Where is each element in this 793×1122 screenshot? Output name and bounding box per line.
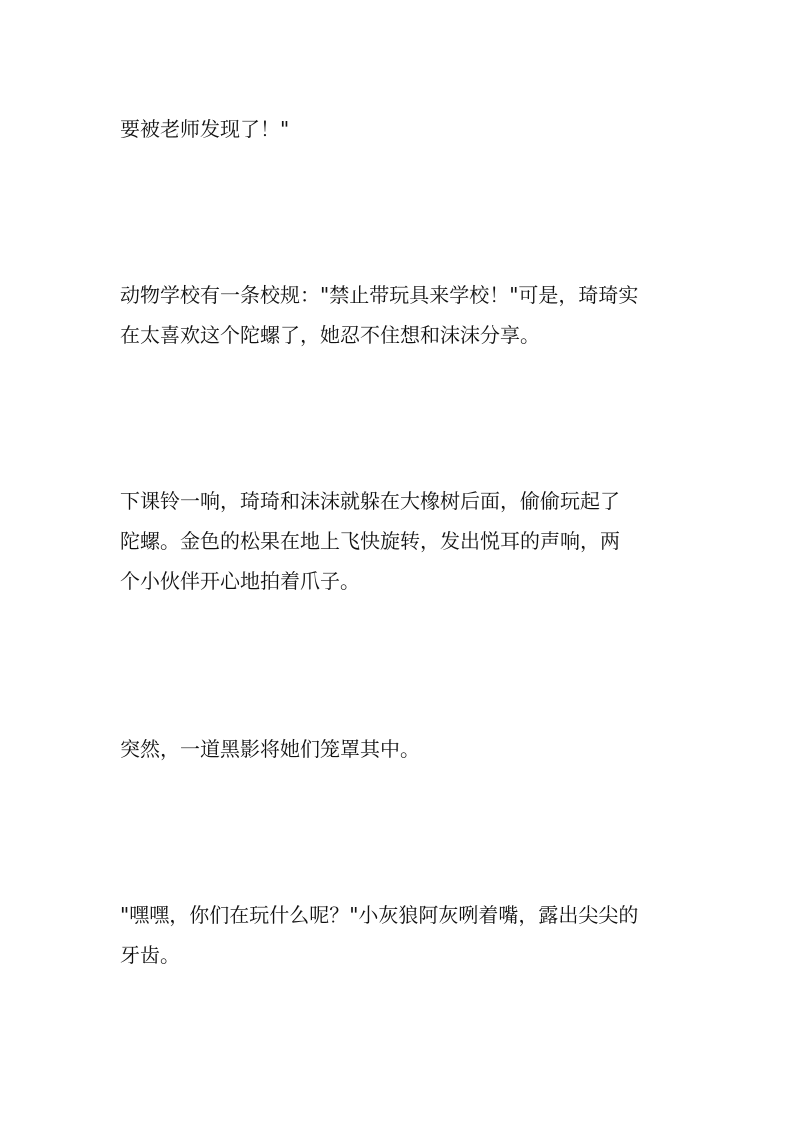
- text-line: 陀螺。金色的松果在地上飞快旋转，发出悦耳的声响，两: [120, 529, 620, 553]
- text-line: 牙齿。: [120, 943, 180, 967]
- paragraph-1: [120, 109, 685, 149]
- text-line: 下课铃一响，琦琦和沫沫就躲在大橡树后面，偷偷玩起了: [120, 489, 620, 513]
- text-line: 个小伙伴开心地拍着爪子。: [120, 569, 360, 593]
- text-line: 在太喜欢这个陀螺了，她忍不住想和沫沫分享。: [120, 323, 540, 347]
- text-line: "嘿嘿，你们在玩什么呢？"小灰狼阿灰咧着嘴，露出尖尖的: [120, 903, 639, 927]
- paragraph-4: [120, 729, 685, 769]
- text-line: 要被老师发现了！": [120, 117, 290, 141]
- paragraph-2: [120, 275, 685, 355]
- text-line: 动物学校有一条校规："禁止带玩具来学校！"可是，琦琦实: [120, 283, 639, 307]
- paragraph-5: [120, 895, 685, 975]
- paragraph-3: [120, 481, 685, 601]
- text-line: 突然，一道黑影将她们笼罩其中。: [120, 737, 420, 761]
